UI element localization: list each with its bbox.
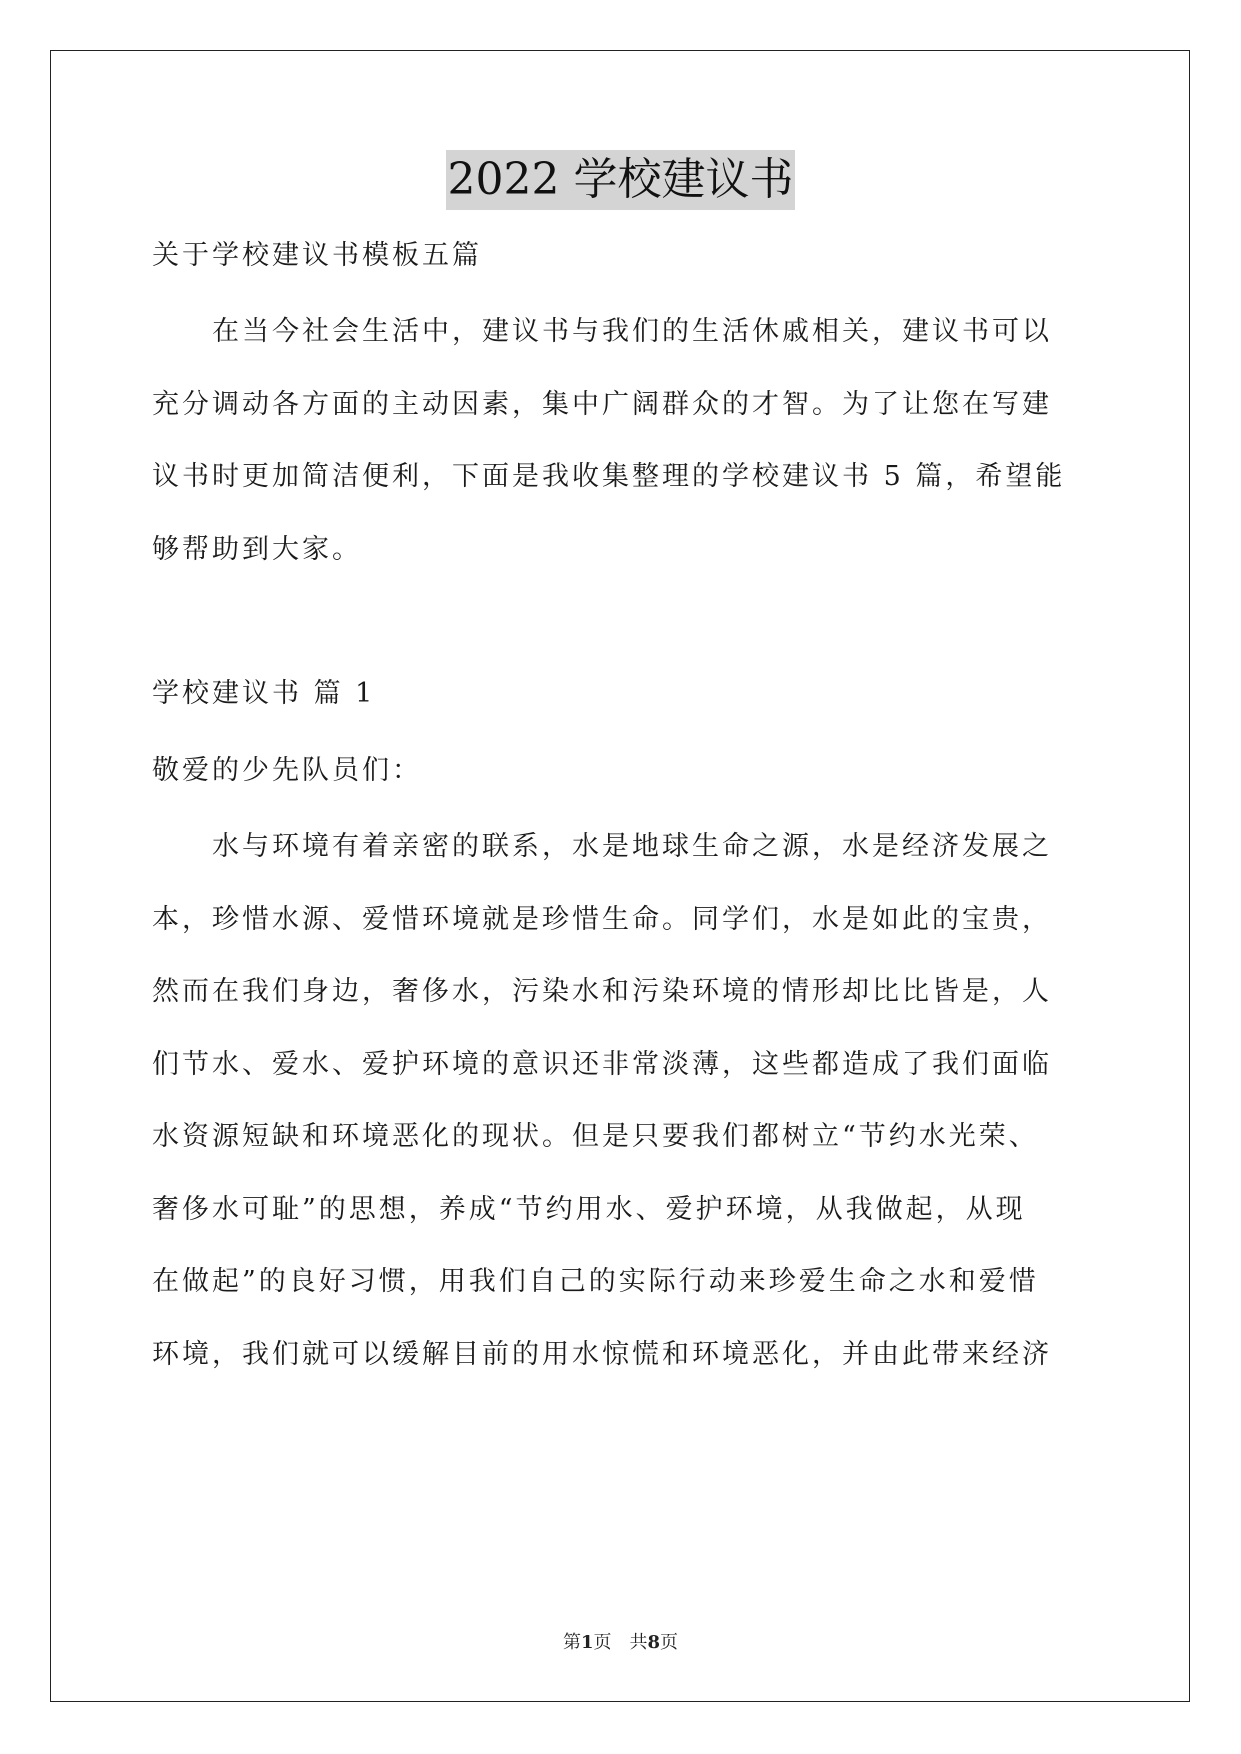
text-line: 本，珍惜水源、爱惜环境就是珍惜生命。同学们，水是如此的宝贵， — [152, 903, 1052, 935]
footer-total-pages: 8 — [647, 1632, 661, 1653]
text-line: 然而在我们身边，奢侈水，污染水和污染环境的情形却比比皆是，人 — [152, 976, 1052, 1007]
text-line: 充分调动各方面的主动因素，集中广阔群众的才智。为了让您在写建 — [152, 388, 1052, 420]
page-footer — [0, 1628, 1241, 1654]
text-line: 奢侈水可耻”的思想，养成“节约用水、爱护环境，从我做起，从现 — [152, 1193, 1026, 1225]
title-container — [0, 150, 1241, 210]
section-heading: 学校建议书 篇 1 — [152, 678, 376, 709]
subtitle: 关于学校建议书模板五篇 — [152, 240, 482, 271]
text-line: 水资源短缺和环境恶化的现状。但是只要我们都树立“节约水光荣、 — [152, 1121, 1039, 1152]
footer-suffix: 页 — [660, 1632, 679, 1653]
document-title: 2022 学校建议书 — [446, 150, 796, 210]
text-line: 在做起”的良好习惯，用我们自己的实际行动来珍爱生命之水和爱惜 — [152, 1266, 1039, 1297]
text-line: 们节水、爱水、爱护环境的意识还非常淡薄，这些都造成了我们面临 — [152, 1048, 1052, 1080]
footer-prefix: 第 — [562, 1632, 581, 1653]
text-line: 水与环境有着亲密的联系，水是地球生命之源，水是经济发展之 — [152, 831, 1052, 862]
footer-page-number: 1 — [580, 1632, 594, 1653]
footer-mid: 页 共 — [593, 1632, 648, 1653]
page-border — [50, 50, 1190, 1702]
text-line: 在当今社会生活中，建议书与我们的生活休戚相关，建议书可以 — [152, 316, 1052, 347]
text-line: 够帮助到大家。 — [152, 533, 362, 565]
text-line: 环境，我们就可以缓解目前的用水惊慌和环境恶化，并由此带来经济 — [152, 1338, 1052, 1370]
text-line: 议书时更加简洁便利，下面是我收集整理的学校建议书 5 篇，希望能 — [152, 461, 1066, 492]
salutation: 敬爱的少先队员们： — [152, 755, 422, 786]
